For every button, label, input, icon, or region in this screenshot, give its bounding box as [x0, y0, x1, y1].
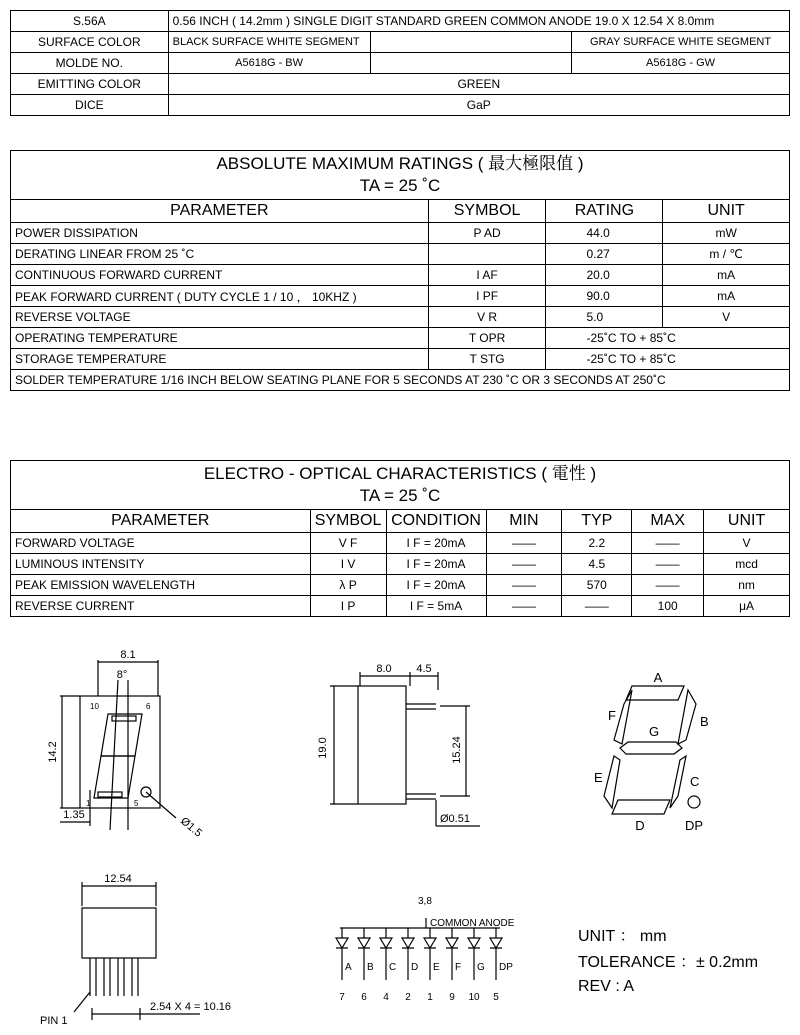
typ-cell: 2.2: [562, 533, 632, 554]
circuit-pin-number: 10: [468, 992, 480, 1003]
header-rating: RATING: [546, 200, 663, 223]
max-cell: ——: [632, 575, 704, 596]
emitting-value: GREEN: [168, 74, 789, 95]
description-cell: 0.56 INCH ( 14.2mm ) SINGLE DIGIT STANDARD GREEN COMMON ANODE 19.0 X 12.54 X 8.0mm: [168, 11, 789, 32]
min-cell: ——: [486, 596, 562, 617]
condition-cell: I F = 20mA: [386, 575, 486, 596]
circuit-pin-number: 7: [339, 992, 345, 1003]
side-depth-label: 8.0: [376, 663, 392, 675]
front-body: [80, 696, 160, 808]
unit-cell: mW: [663, 223, 790, 244]
typ-cell: 4.5: [562, 554, 632, 575]
max-cell: 100: [632, 596, 704, 617]
pin1-leader: [74, 992, 90, 1012]
circuit-segment-label: F: [455, 962, 462, 973]
segment-b: [678, 690, 696, 744]
molde-gw-cell: A5618G - GW: [572, 53, 790, 74]
typ-cell: ——: [562, 596, 632, 617]
unit-cell: mA: [663, 286, 790, 307]
electro-title: ELECTRO - OPTICAL CHARACTERISTICS ( 電性 ): [203, 464, 597, 483]
common-pins-label: 3,8: [418, 896, 432, 907]
rating-cell: 44.0: [546, 223, 663, 244]
abs-max-title: ABSOLUTE MAXIMUM RATINGS ( 最大極限值 ): [216, 154, 584, 173]
symbol-cell: I V: [310, 554, 386, 575]
abs-max-ta: TA = 25 ˚C: [359, 176, 441, 195]
pins: [90, 958, 138, 996]
tolerance-note: TOLERANCE ：± 0.2mm: [578, 954, 759, 971]
max-cell: ——: [632, 554, 704, 575]
unit-cell: V: [704, 533, 790, 554]
unit-cell: mA: [663, 265, 790, 286]
side-body: [358, 686, 406, 804]
segment-g: [620, 742, 682, 754]
segment-label-f: F: [608, 708, 616, 723]
segment-label-dp: DP: [684, 818, 704, 833]
max-cell: ——: [632, 533, 704, 554]
segment-label-a: A: [653, 670, 663, 685]
model-cell: S.56A: [11, 11, 169, 32]
range-cell: -25˚C TO + 85˚C: [546, 328, 790, 349]
dice-value: GaP: [168, 95, 789, 116]
pitch-label: 2.54 X 4 = 10.16: [150, 1001, 232, 1013]
unit-cell: μA: [704, 596, 790, 617]
dice-label: DICE: [11, 95, 169, 116]
front-angle-label: 8°: [116, 669, 128, 681]
header-parameter: PARAMETER: [11, 510, 311, 533]
header-condition: CONDITION: [386, 510, 486, 533]
pin-label: 5: [134, 799, 139, 808]
range-cell: -25˚C TO + 85˚C: [546, 349, 790, 370]
front-width-label: 8.1: [120, 649, 136, 661]
circuit-segment-label: C: [389, 962, 397, 973]
segment-label-e: E: [594, 770, 603, 785]
dp-diameter-label: Ø1.5: [178, 815, 205, 840]
symbol-cell: I PF: [428, 286, 546, 307]
common-anode-label: COMMON ANODE: [430, 918, 515, 929]
header-unit: UNIT: [663, 200, 790, 223]
condition-cell: I F = 5mA: [386, 596, 486, 617]
typ-cell: 570: [562, 575, 632, 596]
rating-cell: 90.0: [546, 286, 663, 307]
min-cell: ——: [486, 575, 562, 596]
leader-line: [146, 792, 176, 818]
circuit-pin-number: 4: [383, 992, 389, 1003]
bottom-view: [74, 882, 200, 1020]
rev-note: REV : A: [578, 978, 635, 995]
param-cell: STORAGE TEMPERATURE: [11, 349, 429, 370]
circuit-pin-number: 9: [449, 992, 455, 1003]
param-cell: DERATING LINEAR FROM 25 ˚C: [11, 244, 429, 265]
segment-dp: [688, 796, 700, 808]
circuit-segment-label: G: [477, 962, 485, 973]
param-cell: REVERSE CURRENT: [11, 596, 311, 617]
param-cell: CONTINUOUS FORWARD CURRENT: [11, 265, 429, 286]
segment-label-d: D: [635, 818, 645, 833]
header-max: MAX: [632, 510, 704, 533]
param-cell: POWER DISSIPATION: [11, 223, 429, 244]
param-cell: PEAK FORWARD CURRENT ( DUTY CYCLE 1 / 10 ， 10KHZ ): [11, 286, 429, 307]
emitting-label: EMITTING COLOR: [11, 74, 169, 95]
unit-note: UNIT ： mm: [578, 928, 667, 945]
pin-label: 1: [86, 799, 91, 808]
unit-cell: nm: [704, 575, 790, 596]
header-symbol: SYMBOL: [310, 510, 386, 533]
side-height-label: 19.0: [317, 737, 329, 759]
circuit-segment-label: DP: [499, 962, 513, 973]
electro-ta: TA = 25 ˚C: [359, 486, 441, 505]
symbol-cell: I P: [310, 596, 386, 617]
segment-f: [614, 690, 632, 744]
symbol-cell: I AF: [428, 265, 546, 286]
header-unit: UNIT: [704, 510, 790, 533]
molde-bw-cell: A5618G - BW: [168, 53, 370, 74]
bottom-body: [82, 908, 156, 958]
rating-cell: 5.0: [546, 307, 663, 328]
segment-a: [626, 686, 684, 700]
pin-label: 10: [90, 702, 99, 711]
circuit-segment-label: B: [367, 962, 374, 973]
front-offset-label: 1.35: [63, 809, 85, 821]
header-min: MIN: [486, 510, 562, 533]
symbol-cell: P AD: [428, 223, 546, 244]
symbol-cell: λ P: [310, 575, 386, 596]
circuit-segment-label: D: [411, 962, 419, 973]
front-view: [60, 660, 176, 830]
segment-c: [670, 756, 686, 808]
solder-cell: SOLDER TEMPERATURE 1/16 INCH BELOW SEATING PLANE FOR 5 SECONDS AT 230 ˚C OR 3 SECONDS AT 250˚C: [11, 370, 790, 391]
param-cell: LUMINOUS INTENSITY: [11, 554, 311, 575]
rating-cell: 20.0: [546, 265, 663, 286]
unit-cell: m / ℃: [663, 244, 790, 265]
side-pin-depth-label: 4.5: [416, 663, 432, 675]
segment-label-g: G: [648, 724, 660, 739]
header-typ: TYP: [562, 510, 632, 533]
segment-d: [612, 800, 670, 814]
circuit-segment-label: E: [433, 962, 440, 973]
unit-cell: mcd: [704, 554, 790, 575]
min-cell: ——: [486, 554, 562, 575]
pin-label: 6: [146, 702, 151, 711]
param-cell: REVERSE VOLTAGE: [11, 307, 429, 328]
unit-cell: V: [663, 307, 790, 328]
surface-black-cell: BLACK SURFACE WHITE SEGMENT: [168, 32, 370, 53]
param-cell: PEAK EMISSION WAVELENGTH: [11, 575, 311, 596]
front-height-label: 14.2: [47, 741, 59, 763]
segment-d-outline: [98, 792, 122, 797]
min-cell: ——: [486, 533, 562, 554]
condition-cell: I F = 20mA: [386, 554, 486, 575]
header-parameter: PARAMETER: [11, 200, 429, 223]
segment-label-b: B: [700, 714, 709, 729]
param-cell: FORWARD VOLTAGE: [11, 533, 311, 554]
side-pin-dia-label: Ø0.51: [440, 813, 470, 825]
circuit-pin-number: 5: [493, 992, 499, 1003]
circuit-pin-number: 6: [361, 992, 367, 1003]
header-symbol: SYMBOL: [428, 200, 546, 223]
condition-cell: I F = 20mA: [386, 533, 486, 554]
surface-gray-cell: GRAY SURFACE WHITE SEGMENT: [572, 32, 790, 53]
symbol-cell: V F: [310, 533, 386, 554]
param-cell: OPERATING TEMPERATURE: [11, 328, 429, 349]
pin1-label: PIN 1: [40, 1015, 68, 1027]
surface-color-label: SURFACE COLOR: [11, 32, 169, 53]
side-pin-span-label: 15.24: [451, 736, 463, 764]
circuit-segment-label: A: [345, 962, 352, 973]
rating-cell: 0.27: [546, 244, 663, 265]
symbol-cell: T STG: [428, 349, 546, 370]
bottom-width-label: 12.54: [104, 873, 132, 885]
circuit-pin-number: 2: [405, 992, 411, 1003]
symbol-cell: V R: [428, 307, 546, 328]
segment-label-c: C: [690, 774, 700, 789]
symbol-cell: T OPR: [428, 328, 546, 349]
molde-label: MOLDE NO.: [11, 53, 169, 74]
circuit-pin-number: 1: [427, 992, 433, 1003]
segment-layout: [604, 686, 700, 814]
